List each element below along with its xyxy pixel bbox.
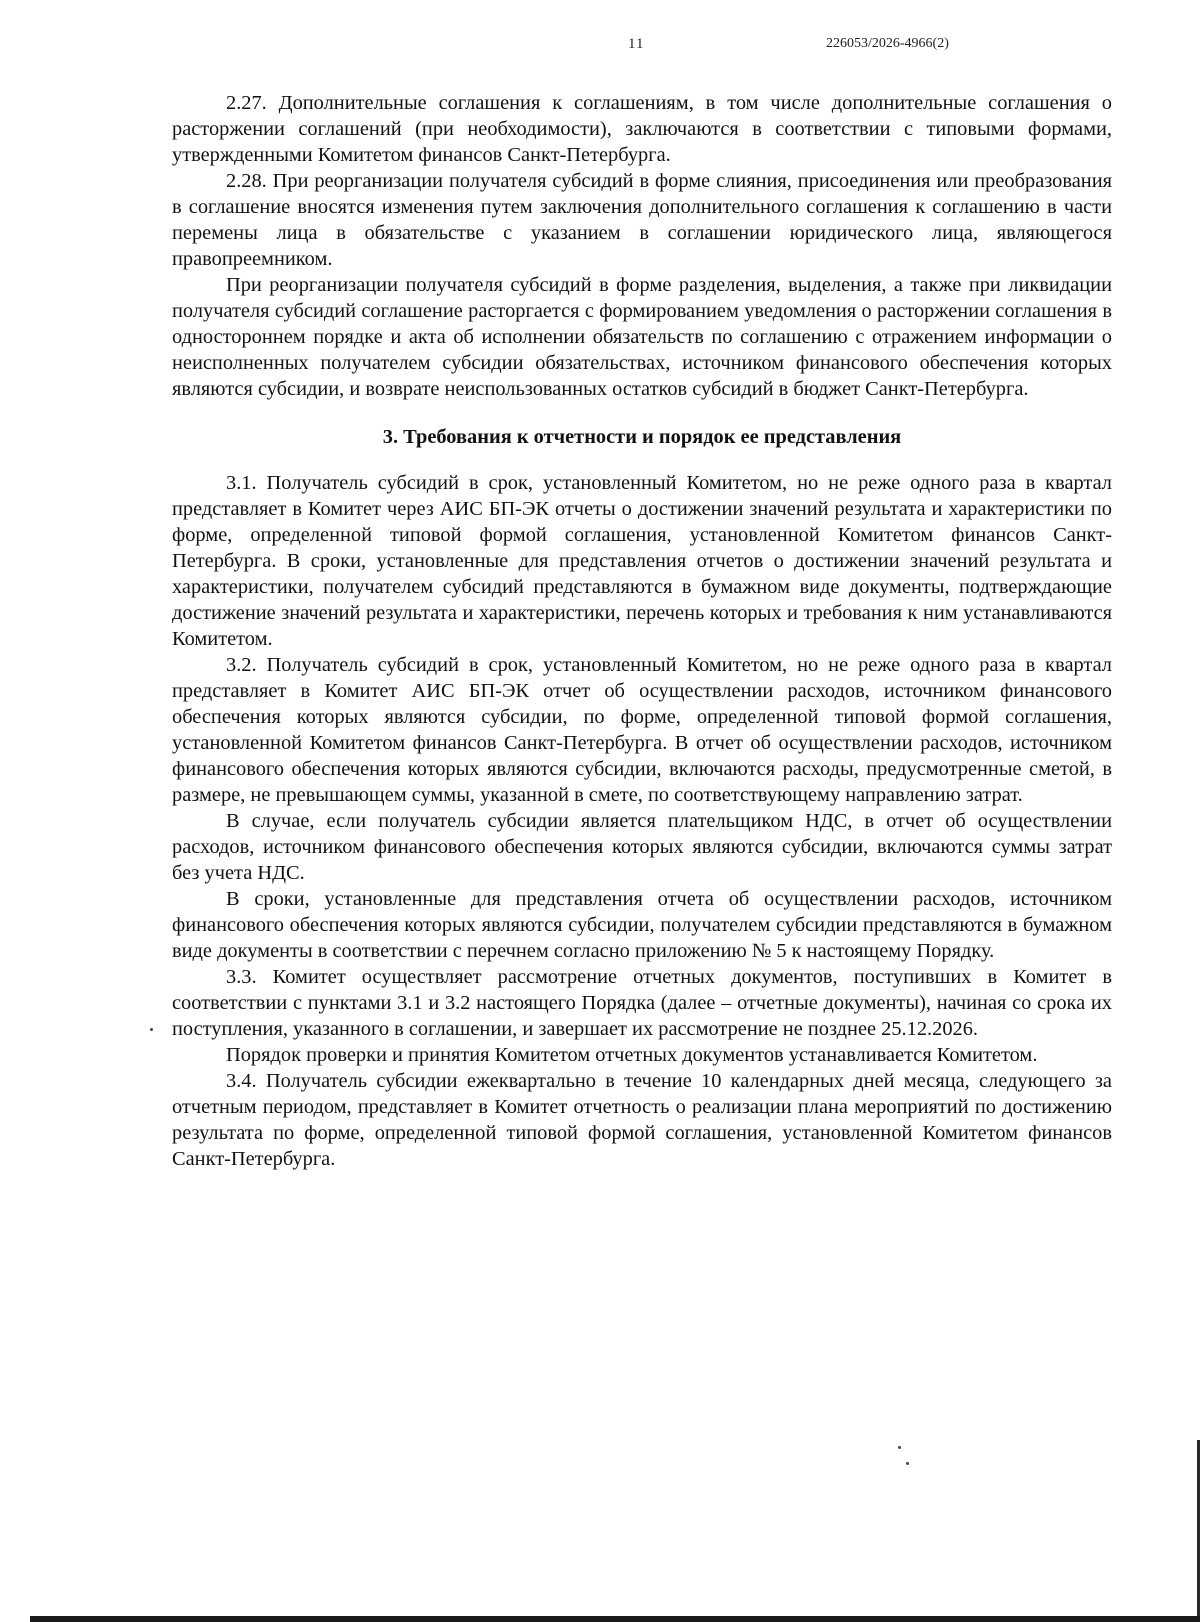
document-id: 226053/2026-4966(2)	[826, 36, 949, 51]
paragraph-2-27: 2.27. Дополнительные соглашения к соглашениям, в том числе дополнительные соглашения о расторжении соглашений (при необходимости), заключаются в соответствии с типовыми формами, утвержденными Комитетом финансов Санкт-Петербурга.	[172, 92, 1112, 166]
paragraph-3-2-deadlines: В сроки, установленные для представления отчета об осуществлении расходов, источником финансового обеспечения которых являются субсидии, получателем субсидии представляются в бумажном виде документы в соответствии с перечнем согласно приложению № 5 к настоящему Порядку.	[172, 888, 1112, 962]
paragraph-3-2-vat: В случае, если получатель субсидии является плательщиком НДС, в отчет об осуществлении расходов, источником финансового обеспечения которых являются субсидии, включаются суммы затрат без учета НДС.	[172, 810, 1112, 884]
paragraph-3-2: 3.2. Получатель субсидий в срок, установленный Комитетом, но не реже одного раза в квартал представляет в Комитет АИС БП-ЭК отчет об осуществлении расходов, источником финансового обеспечения которых являются субсидии, по форме, определенной типовой формой соглашения, установленной Комитетом финансов Санкт-Петербурга. В отчет об осуществлении расходов, источником финансового обеспечения которых являются субсидии, включаются расходы, предусмотренные сметой, в размере, не превышающем суммы, указанной в смете, по соответствующему направлению затрат.	[172, 654, 1112, 806]
paragraph-3-3: 3.3. Комитет осуществляет рассмотрение отчетных документов, поступивших в Комитет в соответствии с пунктами 3.1 и 3.2 настоящего Порядка (далее – отчетные документы), начиная со срока их поступления, указанного в соглашении, и завершает их рассмотрение не позднее 25.12.2026.	[172, 966, 1112, 1040]
paragraph-2-28-continued: При реорганизации получателя субсидий в форме разделения, выделения, а также при ликвидации получателя субсидий соглашение расторгается с формированием уведомления о расторжении соглашения в одностороннем порядке и акта об исполнении обязательств по соглашению с отражением информации о неисполненных получателем субсидии обязательствах, источником финансового обеспечения которых являются субсидии, и возврате неиспользованных остатков субсидий в бюджет Санкт-Петербурга.	[172, 274, 1112, 400]
scan-bottom-edge	[30, 1616, 1200, 1622]
paragraph-3-4: 3.4. Получатель субсидии ежеквартально в течение 10 календарных дней месяца, следующего за отчетным периодом, представляет в Комитет отчетность о реализации плана мероприятий по достижению результата по форме, определенной типовой формой соглашения, установленной Комитетом финансов Санкт-Петербурга.	[172, 1070, 1112, 1170]
scan-speck	[898, 1446, 901, 1449]
section-heading: 3. Требования к отчетности и порядок ее представления	[382, 426, 902, 448]
scan-speck	[906, 1462, 909, 1465]
page-number: 11	[628, 36, 645, 52]
paragraph-3-3-procedure: Порядок проверки и принятия Комитетом отчетных документов устанавливается Комитетом.	[226, 1044, 1038, 1066]
document-body	[172, 90, 1112, 1172]
paragraph-2-28: 2.28. При реорганизации получателя субсидий в форме слияния, присоединения или преобразования в соглашение вносятся изменения путем заключения дополнительного соглашения к соглашению в части перемены лица в обязательстве с указанием в соглашении юридического лица, являющегося правопреемником.	[172, 170, 1112, 270]
scan-speck	[150, 1028, 153, 1031]
paragraph-3-1: 3.1. Получатель субсидий в срок, установленный Комитетом, но не реже одного раза в квартал представляет в Комитет через АИС БП-ЭК отчеты о достижении значений результата и характеристики по форме, определенной типовой формой соглашения, установленной Комитетом финансов Санкт-Петербурга. В сроки, установленные для представления отчетов о достижении значений результата и характеристики, получателем субсидий представляются в бумажном виде документы, подтверждающие достижение значений результата и характеристики, перечень которых и требования к ним устанавливаются Комитетом.	[172, 472, 1112, 650]
